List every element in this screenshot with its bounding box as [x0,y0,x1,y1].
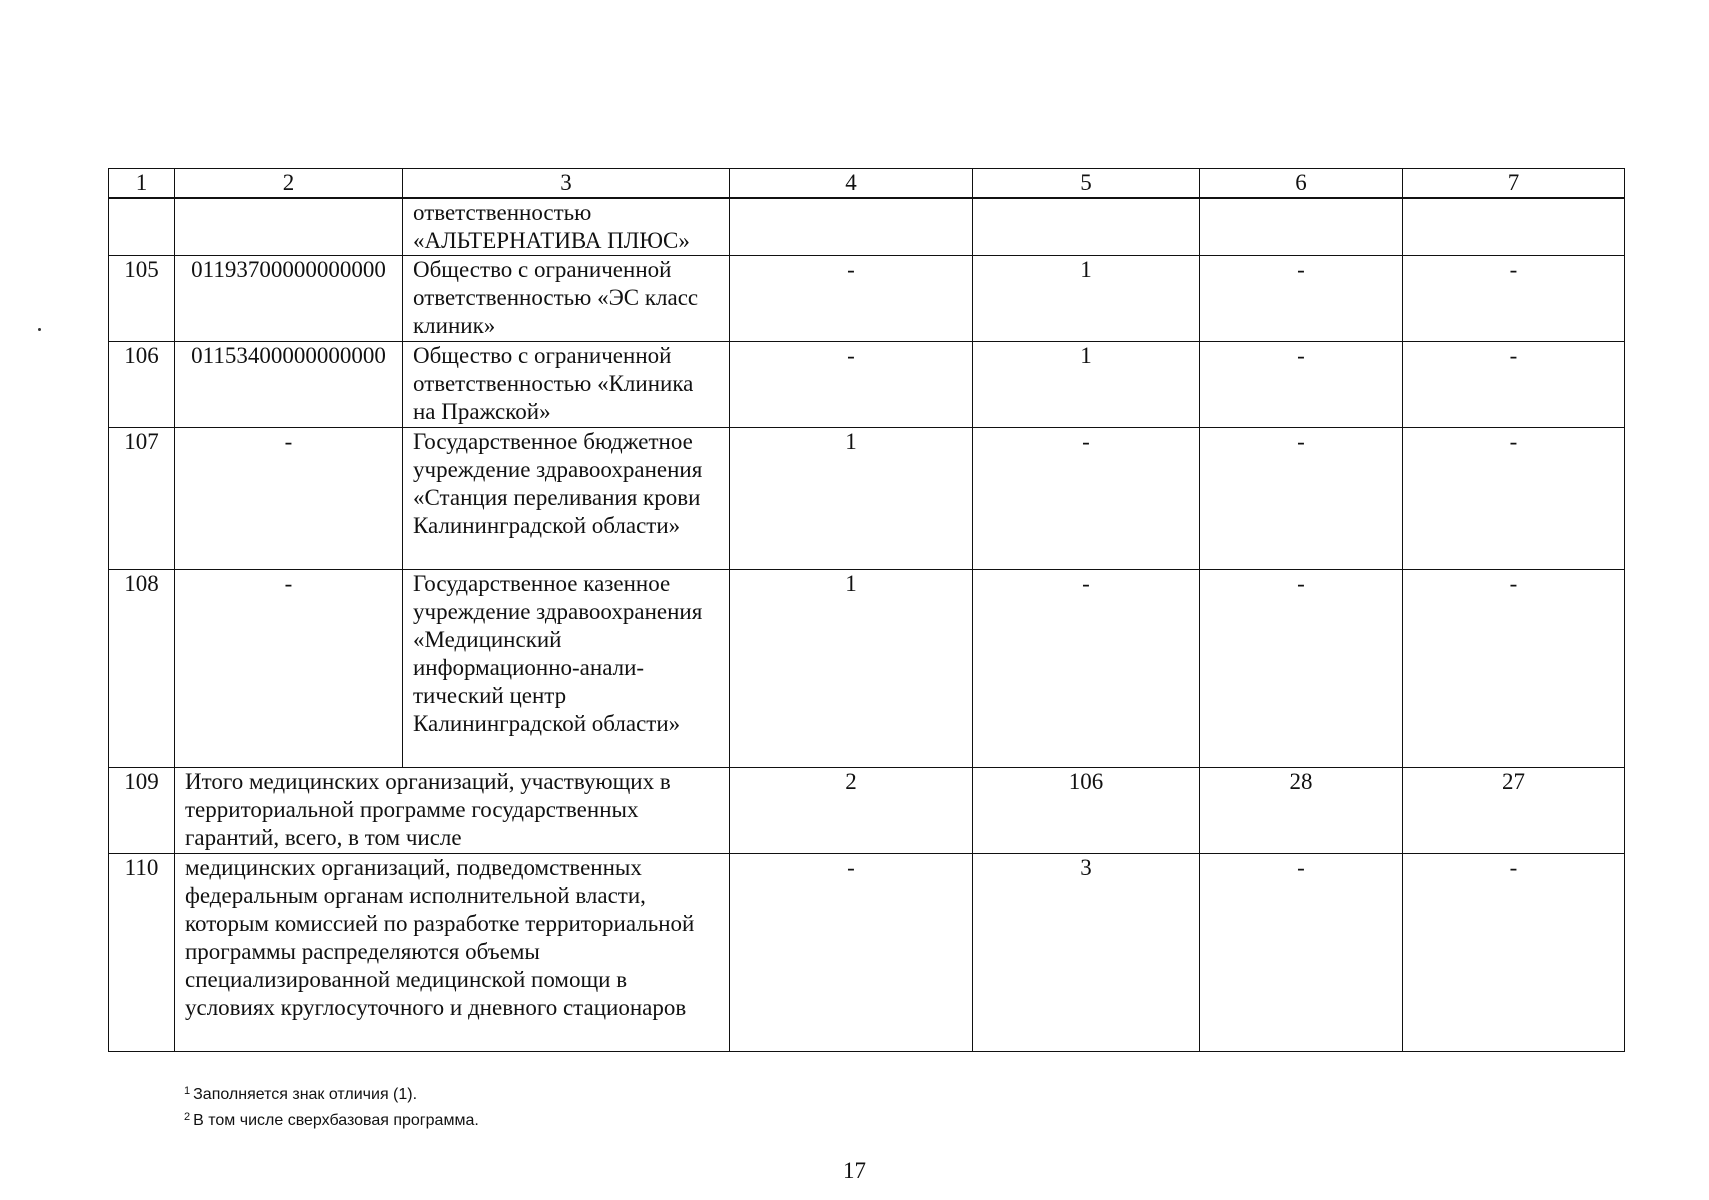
org-name: Общество с ограниченной ответственностью «Клиника на Пражской» [403,342,730,428]
column-header-7: 7 [1403,169,1625,199]
table-row-105 [109,256,1625,342]
value-col-6: - [1200,854,1403,1052]
org-code: - [175,570,403,768]
org-name: ответственностью «АЛЬТЕРНАТИВА ПЛЮС» [403,198,730,256]
footnote-2 [184,1106,479,1132]
column-header-5: 5 [973,169,1200,199]
value-col-7: - [1403,570,1625,768]
row-number: 110 [109,854,175,1052]
summary-text: медицинских организаций, подведомственных федеральным органам исполнительной власти, которым комиссией по разработке территориальной программы распределяются объемы специализированной медицинской помощи в условиях круглосуточного и дневного стационаров [175,854,730,1052]
value-col-6 [1200,198,1403,256]
row-number [109,198,175,256]
row-number: 107 [109,428,175,570]
footnote-text: Заполняется знак отличия (1). [193,1086,418,1103]
value-col-7: 27 [1403,768,1625,854]
column-header-1: 1 [109,169,175,199]
org-code: 01193700000000000 [175,256,403,342]
column-header-6: 6 [1200,169,1403,199]
value-col-4: 1 [730,428,973,570]
value-col-5: 3 [973,854,1200,1052]
scan-artifact-dot [38,328,41,331]
table-row-109-total [109,768,1625,854]
page-number: 17 [843,1158,866,1183]
row-number: 108 [109,570,175,768]
value-col-4: 2 [730,768,973,854]
footnotes [184,1080,479,1132]
table-row-107 [109,428,1625,570]
org-name: Общество с ограниченной ответственностью «ЭС класс клиник» [403,256,730,342]
table-row-continuation [109,198,1625,256]
value-col-7: - [1403,854,1625,1052]
summary-text: Итого медицинских организаций, участвующих в территориальной программе государственных гарантий, всего, в том числе [175,768,730,854]
org-name: Государственное казенное учреждение здравоохранения «Медицинский информационно-анали-тический центр Калининградской области» [403,570,730,768]
value-col-7: - [1403,342,1625,428]
column-header-2: 2 [175,169,403,199]
value-col-5: 106 [973,768,1200,854]
organizations-table [108,168,1625,1052]
row-number: 106 [109,342,175,428]
footnote-text: В том числе сверхбазовая программа. [193,1112,479,1129]
org-code: 01153400000000000 [175,342,403,428]
value-col-5: - [973,428,1200,570]
row-number: 109 [109,768,175,854]
value-col-6: - [1200,342,1403,428]
org-name: Государственное бюджетное учреждение здравоохранения «Станция переливания крови Калининградской области» [403,428,730,570]
value-col-7 [1403,198,1625,256]
table-row-110 [109,854,1625,1052]
footnote-1 [184,1080,479,1106]
table-row-108 [109,570,1625,768]
value-col-4 [730,198,973,256]
value-col-4: - [730,854,973,1052]
org-code: - [175,428,403,570]
column-header-row [109,169,1625,199]
value-col-5: 1 [973,342,1200,428]
column-header-3: 3 [403,169,730,199]
value-col-5: 1 [973,256,1200,342]
value-col-5: - [973,570,1200,768]
value-col-4: - [730,256,973,342]
value-col-7: - [1403,428,1625,570]
value-col-7: - [1403,256,1625,342]
org-code [175,198,403,256]
footnote-mark: 2 [184,1111,191,1123]
value-col-5 [973,198,1200,256]
column-header-4: 4 [730,169,973,199]
table-row-106 [109,342,1625,428]
footnote-mark: 1 [184,1085,191,1097]
value-col-4: - [730,342,973,428]
value-col-6: - [1200,570,1403,768]
value-col-6: - [1200,256,1403,342]
value-col-6: 28 [1200,768,1403,854]
row-number: 105 [109,256,175,342]
value-col-6: - [1200,428,1403,570]
value-col-4: 1 [730,570,973,768]
